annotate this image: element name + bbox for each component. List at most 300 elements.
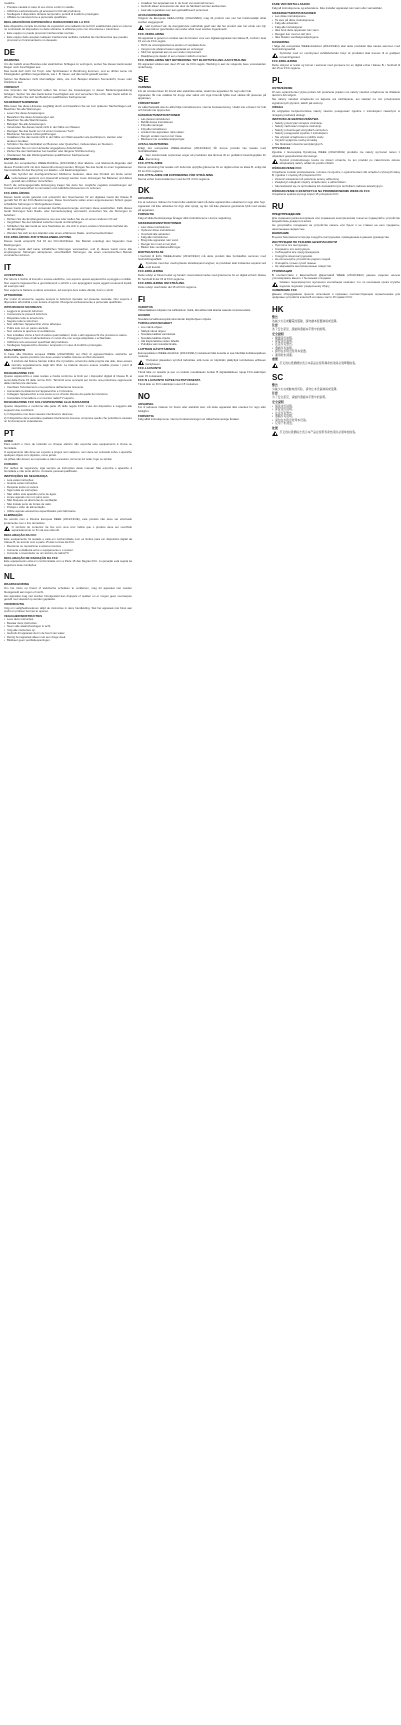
section-heading: DECLARACIÓN DE EXPOSICIÓN A RADIACIONES DE LA FCC xyxy=(4,20,90,25)
section-heading: INSTRUÇÕES DE SEGURANÇA xyxy=(4,473,48,478)
bullet-item: • Vergroot de afstand tussen apparaat en ontvanger. xyxy=(138,48,266,51)
language-heading: RU xyxy=(272,201,284,211)
paragraph: Для снижения риска возгорания или поражения электрическим током не подвергайте устройство воздействию дождя или влаги. xyxy=(272,215,400,224)
section-heading: FORSIKTIG xyxy=(138,413,154,418)
bullet-item: • Befolgen Sie alle Anweisungen. xyxy=(4,123,132,126)
section-heading: CUIDADO xyxy=(4,462,18,467)
bullet-item: • Gebruik alleen accessoires die door de fabrikant worden aanbevolen. xyxy=(138,5,266,8)
bullet-item: • Pulire solo con un panno asciutto. xyxy=(4,327,132,330)
section-heading: ИНСТРУКЦИИ ПО ТЕХНИКЕ БЕЗОПАСНОСТИ xyxy=(272,239,337,244)
section-heading: ADVARSEL xyxy=(138,196,154,201)
bullet-item: • Не закрывайте вентиляционные отверстия. xyxy=(272,265,400,268)
language-heading: NL xyxy=(4,572,15,582)
paragraph: Dit apparaat voldoet aan deel 15 van de FCC-regels. Werking is aan de volgende twee voorwaarden onderhevig. xyxy=(138,62,266,70)
paragraph: 1) Dieses Gerät darf keine schädlichen Störungen verursachen, und 2) dieses Gerät muss alle empfangenen Störungen akzeptieren, einschließlich Störungen, die einen unerwünschten Betrieb verursachen können. xyxy=(4,246,132,258)
paragraph: Apparatet må ikke udsættes for dryp eller sprøjt, og der må ikke placeres genstande fyldt med væske på apparatet. xyxy=(138,204,266,212)
bullet-item: • 注意所有警告。 xyxy=(272,343,400,346)
section-heading: VAROITUS xyxy=(138,304,153,309)
paragraph: Este equipamento foi testado e está em conformidade com os limites para um dispositivo digital da Classe B, de acordo com a parte 15 das normas da FCC. xyxy=(4,536,132,545)
section-heading: 警告 xyxy=(272,383,278,388)
note-text: Symbolet med en overkrysset avfallsbeholder betyr at produktet skal leveres til et godkjent innsamlingssted. xyxy=(279,51,400,59)
bullet-item: • Älä käytä laitetta veden lähellä. xyxy=(138,340,266,343)
warning-triangle-icon xyxy=(138,25,144,30)
bullet-item: • Leia estas instruções. xyxy=(4,479,132,482)
section-heading: ПРЕДУПРЕЖДЕНИЕ xyxy=(272,211,301,216)
bullet-item: • Följ alla instruktioner. xyxy=(138,128,266,131)
section-heading: OSTRZEŻENIE xyxy=(272,85,293,90)
language-heading: FI xyxy=(138,294,146,304)
bullet-item: • Använd inte apparaten nära vatten. xyxy=(138,131,266,134)
section-heading: ENTSORGUNG xyxy=(4,157,25,162)
paragraph: Ze względów bezpieczeństwa należy zawsze postępować zgodnie z instrukcjami zawartymi w niniejszej instrukcji obsługi. xyxy=(272,109,400,117)
section-heading: OŚWIADCZENIE O EKSPOZYCJI NA PROMIENIOWANIE WEDŁUG FCC xyxy=(272,188,370,193)
bullet-item: • Installeer het apparaat niet in de buurt van warmtebronnen. xyxy=(138,2,266,5)
paragraph: Av säkerhetsskäl ska du alltid följa instruktionerna i denna bruksanvisning. Utsätt inte enheten för fukt och försök inte öppna den. xyxy=(138,104,266,113)
paragraph: For at reducere risikoen for brand eller elektrisk stød må dette apparat ikke udsættes for regn eller fugt. xyxy=(138,200,266,205)
note-text: Символ перечёркнутого мусорного контейнера означает, что по окончании срока службы изделие подлежит раздельному сбору. xyxy=(279,280,400,288)
bullet-item: • Puhdista vain kuivalla liinalla. xyxy=(138,343,266,346)
bullet-item: • Reinig het apparaat alleen met een droge doek. xyxy=(4,636,132,639)
section-heading: AFVALVERWIJDERING xyxy=(138,12,170,17)
bullet-item: • Säilytä nämä ohjeet. xyxy=(138,330,266,333)
paragraph: O equipamento não deve ser exposto a pingos nem salpicos, nem deve ser colocado sobre o aparelho qualquer objeto com líquidos, como jarras. xyxy=(4,449,132,458)
paragraph: De acordo com a Diretiva Europeia REEE (2012/19/UE), este produto não deve ser eliminado juntamente com o lixo doméstico. xyxy=(4,517,132,525)
bullet-item: • 仅用干布清洁。 xyxy=(272,422,400,425)
bullet-item: • Ta vare på disse instruksjonene. xyxy=(272,19,400,22)
paragraph: I følge det europeiske WEEE-direktivet (2012/19/EU) skal dette produktet ikke kastes sammen med husholdningsavfall. xyxy=(272,43,400,52)
bullet-item: • Este equipo no puede provocar interferencias nocivas. xyxy=(4,32,132,35)
bullet-item: • Rengør kun med en tør klud. xyxy=(138,243,266,246)
paragraph: 1) Il dispositivo non deve causare interferenze dannose. xyxy=(4,411,74,416)
section-heading: 警告 xyxy=(272,314,278,319)
warning-triangle-icon xyxy=(4,526,10,531)
bullet-item: • Conservare le presenti istruzioni. xyxy=(4,313,132,316)
column-1 xyxy=(4,2,132,643)
bullet-item: • 遵循所有說明。 xyxy=(272,347,400,350)
paragraph: Følg alltid instruksjonene i denne bruksanvisningen av sikkerhetsmessige årsaker. xyxy=(138,417,240,422)
section-heading: FCC-VERKLARING xyxy=(138,31,165,36)
paragraph: Non esporre l'apparecchio a gocciolamenti o schizzi e non appoggiarvi sopra oggetti contenenti liquidi, ad esempio vasi. xyxy=(4,280,132,289)
section-heading: SÄKERHETSINSTRUKTIONER xyxy=(138,112,181,117)
bullet-item: • Rispettare tutte le avvertenze. xyxy=(4,317,132,320)
paragraph: Non esporre le batterie a calore eccessivo, ad esempio luce solare diretta, fuoco o simili. xyxy=(4,288,114,293)
paragraph: Dette udstyr overholder del 15 af FCC-reglerne. xyxy=(138,285,198,290)
bullet-item: • Noudata kaikkia ohjeita. xyxy=(138,337,266,340)
section-heading: FARE VED INSTALLASJON xyxy=(272,2,310,7)
section-heading: 注意 xyxy=(272,323,278,328)
paragraph: Vähentääksesi tulipalon tai sähköiskun riskiä, älä altista tätä laitetta sateelle tai kosteudelle. xyxy=(138,308,252,313)
bullet-item: • Prestare cautela in caso di uso vicino a tubi in metallo. xyxy=(4,6,132,9)
language-heading: NO xyxy=(138,391,150,401)
paragraph: Het apparaat mag niet worden blootgesteld aan druppels of spatten en er mogen geen voorwerpen gevuld met vloeistof op worden geplaatst. xyxy=(4,593,132,602)
bullet-item: • Não utilize este aparelho perto de água. xyxy=(4,493,132,496)
bullet-item: • Bewaar deze instructies. xyxy=(4,622,132,625)
note-text: Symbolet med den overkrydsede skraldespand angiver, at produktet skal indsamles separat ved endt levetid. xyxy=(145,261,266,269)
paragraph: Bitte lesen Sie diese Hinweise sorgfältig durch und bewahren Sie sie zum späteren Nachschlagen auf. Beachten Sie alle Warnungen. xyxy=(4,103,132,112)
bullet-item: • Proteggere il cavo di alimentazione in modo che non venga calpestato o schiacciato. xyxy=(4,337,132,340)
paragraph: Per motivi di sicurezza, seguire sempre le istruzioni riportate nel presente manuale. Non esporre il dispositivo all'umidità e non tentare di aprirlo. Rivolgersi esclusivamente a personale qualificato. xyxy=(4,296,132,305)
bullet-item: • Skonsultować się ze sprzedawcą lub doświadczonym technikiem radiowo-telewizyjnym. xyxy=(272,185,400,188)
bullet-item: • 僅用乾布清潔。 xyxy=(272,354,400,357)
section-heading: FCC-ERKLÆRING OM STRÅLING xyxy=(138,281,185,286)
disposal-note xyxy=(138,262,266,269)
bullet-item: • Blockera inte ventilationsöppningar. xyxy=(138,138,266,141)
bullet-item: • Zwiększyć odległość między urządzeniem a odbiornikiem. xyxy=(272,181,400,184)
bullet-item: • Non utilizzare l'apparecchio vicino all'acqua. xyxy=(4,323,132,326)
bullet-item: • 保留这些说明。 xyxy=(272,408,400,411)
bullet-item: • Utilizzare esclusivamente gli accessori forniti dal produttore. xyxy=(4,10,132,13)
bullet-item: • Neem alle waarschuwingen in acht. xyxy=(4,625,132,628)
bullet-item: • Verwenden Sie dieses Gerät nicht in der Nähe von Wasser. xyxy=(4,126,132,129)
section-heading: AVISO xyxy=(4,438,13,443)
section-heading: UTYLIZACJA xyxy=(272,146,291,151)
section-heading: 处置 xyxy=(272,425,278,430)
paragraph: Dit apparaat is getest en voldoet aan de limieten voor een digitaal apparaat van klasse B, conform deel 15 van de FCC-regels. xyxy=(138,35,266,44)
paragraph: 为了安全起见，请始终遵循本手册中的说明。 xyxy=(272,395,328,400)
bullet-item: • Cambiare l'orientamento o la posizione dell'antenna ricevente. xyxy=(4,386,132,389)
paragraph: Este equipamento está em conformidade com a Parte 15 das Regras FCC. A operação está sujeita às seguintes duas condições. xyxy=(4,559,132,567)
bullet-item: • Lue nämä ohjeet. xyxy=(138,326,266,329)
bullet-item: • 閱讀這些說明。 xyxy=(272,337,400,340)
paragraph: Følg all instruksjonene og advarslene. Ikke installer apparatet nær vann eller varmekilder. xyxy=(272,5,383,10)
paragraph: Per ridurre il rischio di incendi o scosse elettriche, non esporre questo apparecchio a pioggia o umidità. xyxy=(4,276,132,281)
paragraph: 為了安全起見，請始終遵循本手冊中的說明。 xyxy=(272,327,328,332)
bullet-item: • Consulte o revendedor ou um técnico de rádio/TV. xyxy=(4,552,132,555)
bullet-item: • Não instale perto de fontes de calor. xyxy=(4,503,132,506)
bullet-item: • Blockieren Sie keine Lüftungsöffnungen. xyxy=(4,133,132,136)
bullet-item: • Verwenden Sie nur vom Hersteller angegebene Zubehörteile. xyxy=(4,147,132,150)
paragraph: 2) Il dispositivo deve accettare qualsiasi interferenza ricevuta, comprese quelle che potrebbero causare un funzionamento indesiderato. xyxy=(4,415,132,424)
note-text: 打叉的垃圾桶標誌表示本產品在使用壽命結束時必須單獨收集。 xyxy=(279,361,358,366)
paragraph: Das Gerät darf nicht mit Tropf- oder Spritzwasser in Berührung kommen, und es dürfen keine mit Flüssigkeiten gefüllten Gegenstände, wie z. B. Vasen, auf das Gerät gestellt werden. xyxy=(4,69,132,77)
language-heading: SE xyxy=(138,74,149,84)
paragraph: Dieses Gerät entspricht Teil 15 der FCC-Richtlinien. Der Betrieb unterliegt den folgenden zwei Bedingungen: xyxy=(4,239,132,247)
paragraph: Durch die ordnungsgemäße Entsorgung tragen Sie dazu bei, mögliche negative Auswirkungen auf Umwelt und Gesundheit zu vermeiden und natürliche Ressourcen zu schonen. xyxy=(4,183,132,191)
bullet-item: • Affidare la manutenzione a personale qualificato. xyxy=(4,16,132,19)
bullet-item: • Rengjør kun med en tørr klut. xyxy=(272,33,400,36)
section-heading: FCC-ERKLÄRUNG xyxy=(4,191,30,196)
bullet-item: • Utilize apenas acessórios especificados pelo fabricante. xyxy=(4,510,132,513)
bullet-item: • Utilizzare solo accessori specificati dal produttore. xyxy=(4,341,132,344)
bullet-item: • Czyścić wyłącznie suchą szmatką. xyxy=(272,139,400,142)
warning-triangle-icon xyxy=(138,360,144,365)
disposal-note xyxy=(4,526,132,533)
paragraph: 为减少火灾或触电的风险，请勿让本设备淋雨或受潮。 xyxy=(272,386,340,391)
bullet-item: • 注意所有警告。 xyxy=(272,412,400,415)
section-heading: SMALTIMENTO xyxy=(4,347,26,352)
bullet-item: • Beachten Sie alle Warnhinweise. xyxy=(4,119,132,122)
section-heading: DECLARAÇÃO DA FCC xyxy=(4,532,37,537)
bullet-item: • 阅读这些说明。 xyxy=(272,405,400,408)
bullet-item: • Brug ikke apparatet nær vand. xyxy=(138,239,266,242)
section-heading: ВНИМАНИЕ xyxy=(272,231,290,236)
disposal-note xyxy=(272,362,400,368)
paragraph: Nie należy narażać urządzenia na kapanie ani zachlapanie, ani stawiać na nim przedmiotów wypełnionych płynami, takich jak wazony. xyxy=(272,97,400,105)
paragraph: As pilhas não devem ser expostas a calor excessivo, tal como luz solar, fogo ou similar. xyxy=(4,457,113,462)
note-text: Symbol przekreślonego kosza na śmieci oznacza, że ten produkt po zakończeniu okresu eksploatacji należy oddać do punktu zbiórki. xyxy=(279,157,400,166)
paragraph: Denna utrustning har testats och befunnits uppfylla gränserna för en digital enhet av klass B, enligt del 15 av FCC-reglerna. xyxy=(138,165,266,173)
section-heading: DECLARAÇÃO DE RADIAÇÃO DA FCC xyxy=(4,555,58,560)
bullet-item: • Lees deze instructies. xyxy=(4,618,132,621)
paragraph: Følg af sikkerhedsmæssige årsager altid instruktionerne i denne vejledning. xyxy=(138,216,232,221)
section-heading: INSTRUKCJE BEZPIECZEŃSTWA xyxy=(272,117,319,122)
bullet-item: • Non installare vicino a fonti di calore quali radiatori, stufe o altri apparecchi che producono calore. xyxy=(4,334,132,337)
section-heading: VOORZICHTIG xyxy=(4,601,25,606)
paragraph: Para reduzir o risco de incêndio ou choque elétrico não exponha este equipamento à chuva ou humidade. xyxy=(4,442,132,450)
section-heading: VEILIGHEIDSINSTRUCTIES xyxy=(4,613,43,618)
section-heading: WARNUNG xyxy=(4,57,20,62)
bullet-item: • Nie używać urządzenia w pobliżu wody. xyxy=(272,136,400,139)
language-heading: PT xyxy=(4,428,15,438)
bullet-item: • 保留這些說明。 xyxy=(272,340,400,343)
bullet-item: • Proteja o cabo de alimentação. xyxy=(4,506,132,509)
bullet-item: • Bloker ikke ventilationsåbninger. xyxy=(138,246,266,249)
bullet-item: • Zmienić ustawienie lub położenie anteny odbiorczej. xyxy=(272,178,400,181)
note-text: 打叉的垃圾桶标志表示本产品在使用寿命结束时必须单独收集。 xyxy=(279,429,358,434)
bullet-item: • Nie blokować otworów wentylacyjnych. xyxy=(272,143,400,146)
paragraph: Om het risico op brand of elektrische schokken te verkleinen, mag dit apparaat niet worden blootgesteld aan regen of vocht. xyxy=(4,586,132,594)
paragraph: Dette utstyret er testet og funnet i samsvar med grensene for en digital enhet i klasse B, i henhold til del 15 av FCC-reglene. xyxy=(272,62,400,71)
paragraph: В соответствии с Европейской Директивой WEEE (2012/19/EU) данное изделие нельзя утилизировать вместе с бытовыми отходами. xyxy=(272,272,400,281)
bullet-item: • Überlassen Sie alle Wartungsarbeiten qualifiziertem Fachpersonal. xyxy=(4,154,132,157)
section-heading: VARNING xyxy=(138,84,152,89)
column-2 xyxy=(138,2,266,422)
bullet-item: • Соблюдайте все предупреждения. xyxy=(272,251,400,254)
bullet-item: • Vergrößern Sie den Abstand zwischen Gerät und Empfänger. xyxy=(4,221,132,224)
paragraph: 為減少火災或觸電的風險，請勿讓本裝置淋雨或受潮。 xyxy=(272,318,340,323)
bullet-item: • Behåll dessa instruktioner. xyxy=(138,121,266,124)
warning-triangle-icon xyxy=(4,361,10,366)
section-heading: 安全說明 xyxy=(272,331,284,336)
bullet-item: • Schließen Sie das Gerät an eine Steckdose an, die sich in einem anderen Stromkreis befindet als der Empfänger. xyxy=(4,225,132,232)
paragraph: Gemäß der europäischen WEEE-Richtlinie (2012/19/EU) über Elektro- und Elektronik-Altgeräte darf dieses Produkt nicht mit dem Hausmüll entsorgt werden. Bringen Sie das Gerät zu einer zugelassenen Sammelstelle für das Recycling von Elektro- und Elektronikgeräten. xyxy=(4,161,132,173)
section-heading: ЗАЯВЛЕНИЕ FCC xyxy=(272,288,298,293)
section-heading: SICHERHEITSHINWEISE xyxy=(4,99,39,104)
bullet-item: • Ikke bruk dette apparatet nær vann. xyxy=(272,29,400,32)
section-heading: DICHIARAZIONE FCC SULL'ESPOSIZIONE ALLE RADIAZIONI xyxy=(4,400,90,405)
paragraph: Por razões de segurança, siga sempre as instruções deste manual. Não exponha o aparelho à humidade e não tente abri-lo. Contacte pessoal qualificado. xyxy=(4,465,132,474)
bullet-item: • Gebruik dit apparaat niet in de buurt van water. xyxy=(4,632,132,635)
warning-triangle-icon xyxy=(272,159,278,164)
language-heading: IT xyxy=(4,262,12,272)
section-heading: ISTRUZIONI DI SICUREZZA xyxy=(4,304,42,309)
disposal-note xyxy=(138,25,266,32)
paragraph: Dette udstyr er blevet testet og fundet i overensstemmelse med grænserne for en digital enhed i klasse B i henhold til del 15 af FCC-reglerne. xyxy=(138,273,266,281)
warning-triangle-icon xyxy=(272,363,278,368)
disposal-note xyxy=(4,173,132,183)
bullet-item: • Richt de ontvangstantenne anders of verplaats deze. xyxy=(138,44,266,47)
note-text: Il simbolo del bidone barrato indica che il prodotto, al termine della propria vita utile, deve essere raccolto separatamente dagli altri rifiuti. Le batterie devono essere smaltite presso i punti di raccolta appositi. xyxy=(11,359,132,370)
paragraph: Apparaten får inte utsättas för dropp eller stänk och inga föremål fyllda med vätska får placeras på apparaten. xyxy=(138,92,266,101)
bullet-item: • Følg alle instruksjoner. xyxy=(272,26,400,29)
bullet-item: • Blokkeer geen ventilatieopeningen. xyxy=(4,639,132,642)
bullet-item: • Сохраните эти инструкции. xyxy=(272,248,400,251)
disposal-note xyxy=(138,359,266,366)
section-heading: AVFALLSHANTERING xyxy=(138,141,169,146)
bullet-item: • Należy zachować niniejsze instrukcje. xyxy=(272,125,400,128)
warning-triangle-icon xyxy=(4,174,10,179)
section-heading: 注意 xyxy=(272,391,278,396)
section-heading: OŚWIADCZENIE FCC xyxy=(272,165,302,170)
paragraph: I henhold til EU's WEEE-direktiv (2012/19/EU) må dette produkt ikke bortskaffes sammen med husholdningsaffald. xyxy=(138,253,266,262)
bullet-item: • Følg alle advarsler. xyxy=(272,22,400,25)
paragraph: Zgodnie z Europejską Dyrektywą WEEE (2012/19/UE) produktu nie należy wyrzucać razem z odpadami gospodarstwa domowego. xyxy=(272,150,400,158)
language-heading: HK xyxy=(272,304,284,314)
bullet-item: • Limpe apenas com um pano seco. xyxy=(4,496,132,499)
section-heading: SIKKERHEDSINSTRUKTIONER xyxy=(138,220,182,225)
note-text: Het symbool van de doorgekruiste vuilnisbak geeft aan dat het product aan het einde van zijn levensduur gescheiden van ander afval moet worden ingezameld. xyxy=(145,23,266,32)
paragraph: Tämä laite on testattu ja sen on todettu noudattavan luokan B digitaalilaitteen rajoja FCC-sääntöjen osan 15 mukaisesti. xyxy=(138,370,266,378)
section-heading: DICHIARAZIONE FCC xyxy=(4,370,35,375)
bullet-item: • 请勿在水附近使用本设备。 xyxy=(272,419,400,422)
paragraph: Urządzenie spełnia wymogi części 15 przepisów FCC. xyxy=(272,192,340,197)
paragraph: Urządzenie zostało przetestowane i uznane za zgodne z ograniczeniami dla urządzeń cyfrowych klasy B, zgodnie z częścią 15 przepisów FCC. xyxy=(272,169,400,177)
language-heading: DE xyxy=(4,47,16,57)
warning-triangle-icon xyxy=(272,431,278,436)
bullet-item: • Läs dessa instruktioner. xyxy=(138,118,266,121)
note-text: Das Symbol der durchgestrichenen Mülltonne bedeutet, dass das Produkt am Ende seiner Lebensdauer getrennt vom Hausmüll entsorgt werden muss. Entsorgen Sie Batterien und Akkus gemäß den örtlichen Vorschriften. xyxy=(11,172,132,183)
bullet-item: • Należy przestrzegać wszystkich ostrzeżeń. xyxy=(272,129,400,132)
bullet-item: • Respeite todos os avisos. xyxy=(4,486,132,489)
bullet-item: • Consultare il rivenditore o un tecnico radio/TV esperto. xyxy=(4,397,132,400)
section-heading: FCC:N LAUSUNTO SÄTEILYALTISTUKSESTA xyxy=(138,378,201,383)
bullet-item: • Scollegare l'apparecchio durante i temporali o in caso di inutilizzo prolungato. xyxy=(4,344,132,347)
column-3 xyxy=(272,2,400,437)
section-heading: FCC-VERKLARING MET BETREKKING TOT BLOOTSTELLING AAN STRALING xyxy=(138,58,247,63)
warning-triangle-icon xyxy=(138,155,144,160)
section-heading: УТИЛИЗАЦИЯ xyxy=(272,268,293,273)
section-heading: ADVARSEL xyxy=(138,401,154,406)
paragraph: Dieses Gerät wurde getestet und entspricht den Grenzwerten für ein digitales Gerät der Klasse B gemäß Teil 15 der FCC-Bestimmungen. Diese Grenzwerte sollen einen angemessenen Schutz gegen schädliche Störungen in Wohngebieten bieten. xyxy=(4,194,132,206)
bullet-item: • Rengör endast med en torr trasa. xyxy=(138,135,266,138)
section-heading: SIKKERHETSINSTRUKSJONER xyxy=(272,10,316,15)
section-heading: VORSICHT xyxy=(4,84,20,89)
bullet-item: • Este equipo debe aceptar cualquier interferencia recibida, incluidas las interferencias que puedan provocar un funcionamiento no deseado. xyxy=(4,36,132,43)
bullet-item: • Leggere le presenti istruzioni. xyxy=(4,310,132,313)
disposal-note xyxy=(272,52,400,59)
bullet-item: • 遵循所有说明。 xyxy=(272,415,400,418)
section-heading: 安全说明 xyxy=(272,399,284,404)
bullet-item: • Volg alle instructies op. xyxy=(4,629,132,632)
language-heading: SC xyxy=(272,373,284,383)
disposal-note xyxy=(138,154,266,161)
bullet-item: • Aumente a distância entre o equipamento e o recetor. xyxy=(4,549,132,552)
bullet-item: • Laat alle reparaties over aan gekwalificeerd personeel. xyxy=(138,9,266,12)
bullet-item: • Bewahren Sie diese Anweisungen auf. xyxy=(4,116,132,119)
bullet-item: • Guarde estas instruções. xyxy=(4,482,132,485)
section-heading: FCC-ERKLÆRING xyxy=(272,59,298,64)
paragraph: Volg om veiligheidsredenen altijd de instructies in deze handleiding. Stel het apparaat niet bloot aan vocht en probeer het niet te openen. xyxy=(4,605,132,614)
language-heading: PL xyxy=(272,75,283,85)
bullet-item: • Seguire tutte le istruzioni. xyxy=(4,320,132,323)
bullet-item: • 請勿在水附近使用本裝置。 xyxy=(272,350,400,353)
section-heading: FORSIGTIG xyxy=(138,212,155,217)
bullet-item: • Opbevar disse instruktioner. xyxy=(138,229,266,232)
warning-triangle-icon xyxy=(272,282,278,287)
note-text: Den överkorsade soptunnan anger att produkten ska lämnas till en godkänd insamlingsplats för återvinning. xyxy=(145,153,266,161)
disposal-note xyxy=(272,431,400,437)
language-heading: DK xyxy=(138,186,150,196)
bullet-item: • Non ostruire le aperture di ventilazione. xyxy=(4,330,132,333)
bullet-item: • Læs disse instruktioner. xyxy=(138,226,266,229)
bullet-item: • Lesen Sie diese Anweisungen. xyxy=(4,112,132,115)
paragraph: In base alla Direttiva europea WEEE (2012/19/UE) sui rifiuti di apparecchiature elettriche ed elettroniche, questo prodotto non deve essere smaltito insieme ai rifiuti domestici. xyxy=(4,351,132,360)
bullet-item: • Les disse instruksjonene. xyxy=(272,15,400,18)
bullet-item: • Не используйте устройство рядом с водой. xyxy=(272,258,400,261)
section-heading: UWAGA xyxy=(272,105,284,110)
section-heading: FÖRSIKTIGHET xyxy=(138,100,160,105)
section-heading: HUOMIO xyxy=(138,312,151,317)
section-heading: 棄置 xyxy=(272,357,278,362)
paragraph: Enligt det europeiska WEEE-direktivet (2012/19/EU) får denna produkt inte kastas med hushållsavfallet. xyxy=(138,145,266,154)
paragraph: Este dispositivo cumple los límites de exposición a la radiación de la FCC establecidos para un entorno no controlado. El dispositivo no debe ubicarse ni utilizarse junto con otra antena o transmisor. xyxy=(4,23,132,32)
warning-triangle-icon xyxy=(138,263,144,268)
disposal-note xyxy=(4,360,132,370)
bullet-item: • Reinigen Sie das Gerät nur mit einem trockenen Tuch. xyxy=(4,130,132,133)
section-heading: FCC-UTTALANDE xyxy=(138,161,163,166)
paragraph: Не допускайте попадания на устройство капель или брызг и не ставьте на него предметы, наполненные жидкостью. xyxy=(272,223,400,231)
section-heading: FCC-ERKLÄRUNG ZUR STRAHLENBELASTUNG xyxy=(4,235,72,240)
bullet-item: • Scollegare il dispositivo durante temporali o periodi di inutilizzo prolungato. xyxy=(4,13,132,16)
bullet-item: • Raadpleeg de dealer of een ervaren radio/tv-monteur. xyxy=(138,55,266,58)
note-text: Yliviivatun jäteastian symboli tarkoittaa, että tuote on käyttöiän päätyttyä toimitettava erilliseen keräykseen. xyxy=(145,358,266,366)
paragraph: För att minska risken för brand eller elektriska stötar, utsätt inte apparaten för regn eller fukt. xyxy=(138,88,252,93)
paragraph: Dieses Gerät erzeugt und verwendet Hochfrequenzenergie und kann diese ausstrahlen. Falls dieses Gerät Störungen beim Radio- oder Fernsehempfang verursacht, versuchen Sie, die Störungen zu beheben: xyxy=(4,205,132,217)
section-heading: ATTENZIONE xyxy=(4,292,23,297)
section-heading: BORTSKAFFELSE xyxy=(138,249,164,254)
warning-triangle-icon xyxy=(272,53,278,58)
section-heading: FCC-ERKLÆRING xyxy=(138,269,164,274)
bullet-item: • Прочтите эти инструкции. xyxy=(272,244,400,247)
bullet-item: • Noudata kaikkia varoituksia. xyxy=(138,333,266,336)
bullet-item: • Ikke blokker ventilasjonsåpningene. xyxy=(272,36,400,39)
paragraph: Setzen Sie Batterien nicht übermäßiger Hitze, wie zum Beispiel direktem Sonnenlicht, Feuer oder Ähnlichem aus. xyxy=(4,76,132,84)
bullet-item: • Należy postępować zgodnie z instrukcjami. xyxy=(272,132,400,135)
paragraph: Denna enhet överensstämmer med del 15 i FCC-reglerna. xyxy=(138,177,211,181)
paragraph: Volgens de Europese AEEA-richtlijn (2012/19/EU) mag dit product niet met het huishoudelijk afval worden weggegooid. xyxy=(138,16,266,24)
note-text: O símbolo do contentor de lixo com uma cruz indica que o produto deve ser recolhido separadamente no fim da sua vida útil. xyxy=(11,524,132,533)
paragraph: Questo dispositivo è conforme alla parte 15 delle regole FCC. L'uso del dispositivo è soggetto alle seguenti due condizioni: xyxy=(4,404,132,412)
bullet-item: • Следуйте всем инструкциям. xyxy=(272,255,400,258)
section-heading: ELIMINAÇÃO xyxy=(4,513,23,518)
section-heading: TURVALLISUUSOHJEET xyxy=(138,321,172,326)
bullet-item: • Não bloqueie as aberturas de ventilação. xyxy=(4,499,132,502)
paragraph: Aus Gründen der Sicherheit sollten Sie immer die Anweisungen in dieser Bedienungsanleitung befolgen. Setzen Sie das Gerät keiner Feuchtigkeit aus und versuchen Sie nicht, das Gerät selbst zu öffnen. Wenden Sie sich bei Bedarf an qualifiziertes Fachpersonal. xyxy=(4,88,132,100)
section-heading: KASSERING xyxy=(272,39,290,44)
section-heading: WAARSCHUWING xyxy=(4,582,30,587)
disposal-note xyxy=(272,281,400,288)
bullet-item: • Sluit het apparaat aan op een ander stopcontact. xyxy=(138,51,266,54)
bullet-item: • Följ alla varningar. xyxy=(138,124,266,127)
paragraph: Um die Gefahr eines Brandes oder elektrischen Schlages zu verringern, setzen Sie dieses Gerät weder Regen noch Feuchtigkeit aus. xyxy=(4,61,132,69)
paragraph: Tämä laite on FCC-sääntöjen osan 15 mukainen. xyxy=(138,382,199,387)
paragraph: Noudata turvallisuussyistä aina tämän käyttöohjeen ohjeita. xyxy=(138,316,212,321)
bullet-item: • Collegare l'apparecchio a una presa su un circuito diverso da quello del ricevitore. xyxy=(4,393,132,396)
bullet-item: • Overhold alle advarsler. xyxy=(138,233,266,236)
bullet-item: • Richten Sie die Empfangsantenne neu aus oder stellen Sie sie an einem anderen Ort auf. xyxy=(4,218,132,221)
section-heading: LAITTEEN HÄVITTÄMINEN xyxy=(138,347,176,352)
bullet-item: • Reoriente ou reposicione a antena recetora. xyxy=(4,545,132,548)
paragraph: Данное оборудование прошло испытания и признано соответствующим ограничениям для цифровых устройств класса B согласно части 15 правил FCC. xyxy=(272,291,400,300)
paragraph: Eurooppalaisen WEEE-direktiivin (2012/19/EU) mukaisesti tätä tuotetta ei saa hävittää kotitalousjätteen mukana. xyxy=(138,350,266,359)
paragraph: В целях безопасности всегда следуйте инструкциям, приведённым в данном руководстве. xyxy=(272,234,390,239)
bullet-item: • Schützen Sie das Netzkabel vor Betreten oder Quetschen, insbesondere an Steckern. xyxy=(4,143,132,146)
section-heading: FCC-LAUSUNTO xyxy=(138,366,162,371)
section-heading: FCC-UTTALANDE OM EXPONERING FÖR STRÅLNING xyxy=(138,173,214,178)
bullet-item: • Siga todas as instruções. xyxy=(4,489,132,492)
disposal-note xyxy=(272,159,400,166)
bullet-item: • Очищайте только сухой тканью. xyxy=(272,262,400,265)
